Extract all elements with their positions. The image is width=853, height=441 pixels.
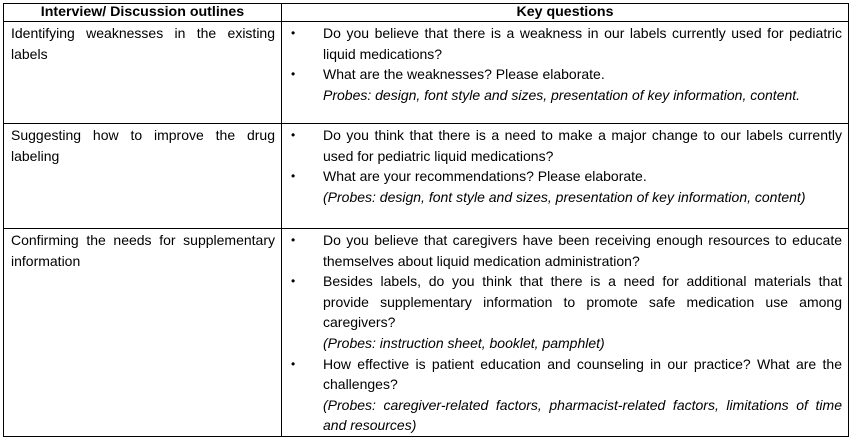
probe-text: (Probes: instruction sheet, booklet, pamphlet) <box>323 334 605 351</box>
bullet-icon: • <box>291 26 296 40</box>
question-list <box>282 125 842 207</box>
question-list <box>282 23 842 105</box>
bullet-icon: • <box>291 233 296 247</box>
question-text: Do you think that there is a need to make a major change to our labels currently used for pediatric liquid medications? <box>323 127 842 164</box>
question-text: Besides labels, do you think that there is a need for additional materials that provide supplementary information to promote safe medication use among caregivers? <box>323 273 842 331</box>
question-item <box>282 271 842 353</box>
probe-text: (Probes: caregiver-related factors, pharmacist-related factors, limitations of time and resources) <box>323 396 842 434</box>
bullet-icon: • <box>291 274 296 289</box>
questions-cell <box>282 22 849 124</box>
table-row <box>4 124 849 229</box>
bullet-icon: • <box>291 169 296 184</box>
bullet-icon: • <box>291 67 296 82</box>
question-item <box>282 23 842 64</box>
interview-guide-table <box>3 3 849 437</box>
probe-text: Probes: design, font style and sizes, presentation of key information, content. <box>323 86 801 103</box>
header-outlines: Interview/ Discussion outlines <box>4 4 282 22</box>
question-text: Do you believe that there is a weakness in our labels currently used for pediatric liquid medications? <box>323 25 842 62</box>
questions-cell <box>282 229 849 437</box>
questions-cell <box>282 124 849 229</box>
header-key-questions: Key questions <box>282 4 849 22</box>
question-list <box>282 230 842 436</box>
question-item <box>282 230 842 271</box>
question-text: How effective is patient education and counseling in our practice? What are the challenges? <box>323 355 842 393</box>
table-row <box>4 229 849 437</box>
question-item <box>282 354 842 436</box>
question-text: What are the weaknesses? Please elaborate. <box>323 66 605 83</box>
question-item <box>282 125 842 166</box>
bullet-icon: • <box>291 356 296 371</box>
outline-cell: Suggesting how to improve the drug labeling <box>4 124 282 229</box>
question-item <box>282 64 842 105</box>
question-text: Do you believe that caregivers have been receiving enough resources to educate themselves about liquid medication administration? <box>323 232 842 269</box>
bullet-icon: • <box>291 128 296 142</box>
question-item <box>282 166 842 207</box>
outline-cell: Confirming the needs for supplementary information <box>4 229 282 437</box>
outline-cell: Identifying weaknesses in the existing labels <box>4 22 282 124</box>
table-header-row <box>4 4 849 22</box>
question-text: What are your recommendations? Please elaborate. <box>323 168 647 185</box>
probe-text: (Probes: design, font style and sizes, presentation of key information, content) <box>323 188 806 205</box>
table-row <box>4 22 849 124</box>
